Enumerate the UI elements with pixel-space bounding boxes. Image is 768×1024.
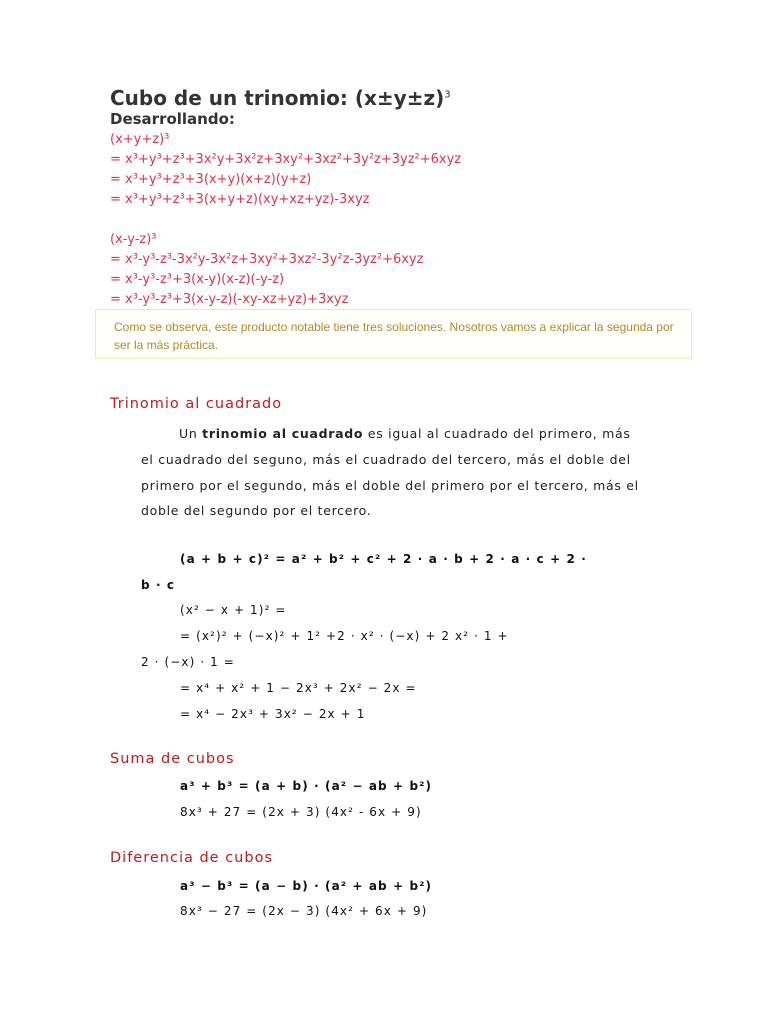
diferencia-example: 8x³ − 27 = (2x − 3) (4x² + 6x + 9)	[180, 904, 428, 918]
trinomio-formula-line2: b · c	[141, 578, 176, 592]
trinomio-example-line: = x⁴ − 2x³ + 3x² − 2x + 1	[180, 707, 366, 721]
trinomio-example-line: = (x²)² + (−x)² + 1² +2 · x² · (−x) + 2 x² · 1 +	[180, 629, 509, 643]
expansion-minus-line: = x³-y³-z³-3x²y-3x²z+3xy²+3xz²-3y²z-3yz²+6xyz	[110, 252, 424, 267]
title-exponent: 3	[444, 89, 451, 101]
expansion-minus-line: = x³-y³-z³+3(x-y-z)(-xy-xz+yz)+3xyz	[110, 292, 349, 307]
suma-example: 8x³ + 27 = (2x + 3) (4x² - 6x + 9)	[180, 805, 422, 819]
para-bold-term: trinomio al cuadrado	[202, 426, 364, 441]
heading-suma-de-cubos: Suma de cubos	[110, 751, 235, 767]
expansion-minus-line: (x-y-z)³	[110, 232, 157, 247]
page-title: Cubo de un trinomio: $(x\pm y\pm z)^3$	[110, 86, 451, 110]
expansion-plus-line: = x³+y³+z³+3(x+y)(x+z)(y+z)	[110, 172, 312, 187]
heading-trinomio-al-cuadrado: Trinomio al cuadrado	[110, 396, 283, 412]
para-text-rest: es igual al cuadrado del primero, más el cuadrado del seguno, más el cuadrado del tercero, más el doble del primero por el segundo, más el doble del primero por el tercero, más el doble del segundo por el tercero.	[141, 426, 639, 519]
diferencia-formula: a³ − b³ = (a − b) · (a² + ab + b²)	[180, 879, 433, 893]
trinomio-formula-line1: (a + b + c)² = a² + b² + c² + 2 · a · b + 2 · a · c + 2 ·	[180, 552, 587, 566]
expansion-minus-line: = x³-y³-z³+3(x-y)(x-z)(-y-z)	[110, 272, 285, 287]
trinomio-example-line: 2 · (−x) · 1 =	[141, 655, 235, 669]
suma-formula: a³ + b³ = (a + b) · (a² − ab + b²)	[180, 779, 433, 793]
note-text: Como se observa, este producto notable tiene tres soluciones. Nosotros vamos a explicar la segunda por ser la más práctica.	[114, 320, 674, 352]
trinomio-example-line: (x² − x + 1)² =	[180, 603, 287, 617]
trinomio-paragraph	[141, 421, 641, 524]
para-text-start: Un	[179, 426, 203, 441]
note-box	[95, 309, 692, 359]
subtitle: Desarrollando:	[110, 110, 235, 128]
heading-diferencia-de-cubos: Diferencia de cubos	[110, 850, 273, 866]
expansion-plus-line: = x³+y³+z³+3x²y+3x²z+3xy²+3xz²+3y²z+3yz²+6xyz	[110, 152, 462, 167]
expansion-plus-line: (x+y+z)³	[110, 132, 170, 147]
expansion-plus-line: = x³+y³+z³+3(x+y+z)(xy+xz+yz)-3xyz	[110, 192, 370, 207]
trinomio-example-line: = x⁴ + x² + 1 − 2x³ + 2x² − 2x =	[180, 681, 417, 695]
